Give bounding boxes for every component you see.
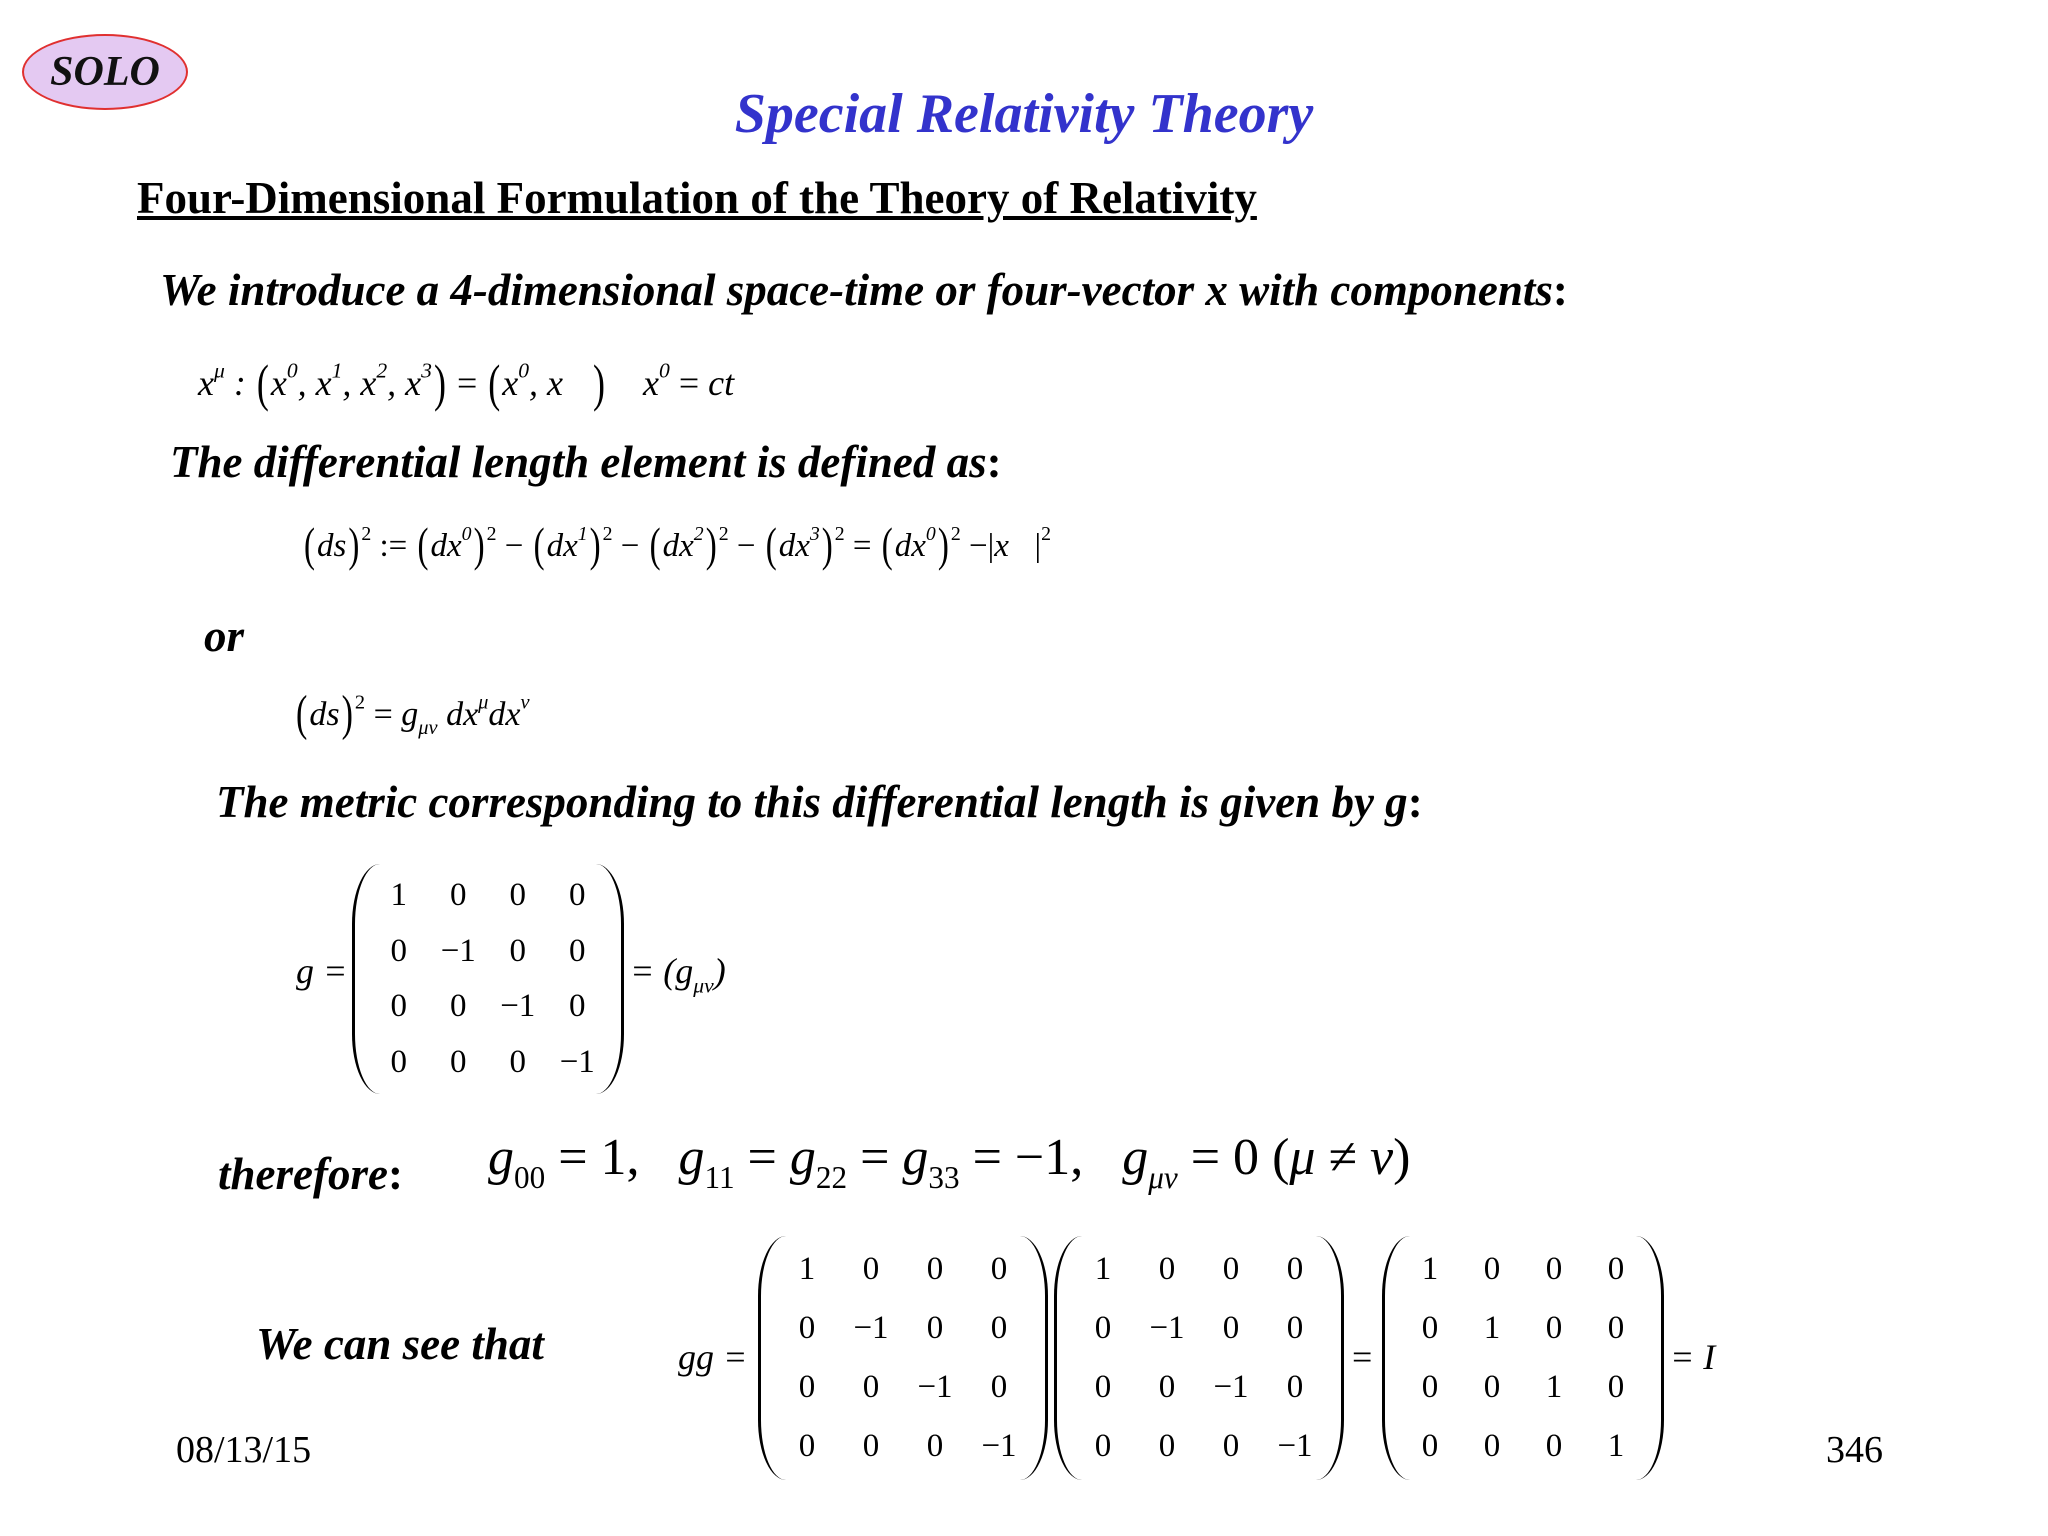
matrix-cell: 1 [1421,1251,1439,1287]
matrix-cell: 0 [862,1251,880,1287]
matrix-cell: 0 [1483,1428,1501,1464]
identity-rhs: = I [1670,1337,1716,1377]
matrix-cell: 0 [1545,1310,1563,1346]
matrix-cell: 1 [390,877,407,914]
metric-matrix [352,864,624,1094]
matrix-cell: 0 [1286,1251,1304,1287]
matrix-cell: 0 [569,988,586,1025]
four-vector-equation: $x^\mu$ : ($x^0$, $x^1$, $x^2$, $x^3) = (x^0$, x⃗) $x^0$ = ct [198,354,735,412]
matrix-cell: 0 [1094,1369,1112,1405]
matrix-cell: 0 [390,988,407,1025]
therefore-label: therefore: [218,1149,403,1199]
see-that-label: We can see that [256,1319,544,1369]
matrix-cell: −1 [853,1310,889,1346]
matrix-cell: 1 [798,1251,816,1287]
metric-matrix-left-factor [758,1236,1048,1480]
metric-length-equation: $(ds)^2 = g_{\mu\nu}$ $dx^\mu dx^\nu$ [296,687,530,742]
matrix-cell: 0 [926,1428,944,1464]
matrix-cell: 1 [1483,1310,1501,1346]
matrix-cell: 0 [1545,1428,1563,1464]
matrix-cell: 0 [798,1428,816,1464]
matrix-cell: 0 [1286,1310,1304,1346]
gg-lhs: gg = [678,1337,748,1377]
solo-logo: SOLO [22,34,188,110]
matrix-cell: 0 [1158,1251,1176,1287]
matrix-cell: 0 [990,1310,1008,1346]
matrix-cell: 0 [1607,1310,1625,1346]
matrix-cell: 0 [569,932,586,969]
matrix-cell: 0 [1222,1310,1240,1346]
matrix-cell: 1 [1545,1369,1563,1405]
section-heading: Four-Dimensional Formulation of the Theory of Relativity [137,173,1257,223]
matrix-cell: 0 [862,1369,880,1405]
matrix-cell: −1 [559,1043,595,1080]
metric-paragraph: The metric corresponding to this differential length is given by g: [216,777,1423,827]
matrix-cell: 0 [1094,1428,1112,1464]
differential-length-equation: (ds) $^2$ := $(dx^0) ^2 - (dx^1) ^2 - (dx^2) ^2 - (dx^3) ^2 = (dx^0)$ $^2 -|x⃗|^2$ [304,519,1052,572]
metric-matrix-right-factor [1054,1236,1344,1480]
length-element-paragraph: The differential length element is defined as: [170,437,1002,487]
matrix-cell: −1 [981,1428,1017,1464]
matrix-cell: 0 [450,988,467,1025]
matrix-cell: 0 [862,1428,880,1464]
matrix-cell: 0 [450,877,467,914]
matrix-cell: 0 [1286,1369,1304,1405]
matrix-cell: −1 [1277,1428,1313,1464]
matrix-cell: 0 [1421,1369,1439,1405]
matrix-cell: 0 [1545,1251,1563,1287]
matrix-cell: 0 [1607,1251,1625,1287]
metric-lhs: g = [296,951,348,991]
matrix-cell: 0 [1222,1251,1240,1287]
matrix-cell: 0 [509,877,526,914]
matrix-cell: −1 [1149,1310,1185,1346]
matrix-cell: −1 [500,988,536,1025]
footer-date: 08/13/15 [176,1429,312,1471]
or-label: or [204,611,245,661]
gg-equals: = [1352,1337,1373,1377]
matrix-cell: 0 [1421,1310,1439,1346]
matrix-cell: 0 [1094,1310,1112,1346]
matrix-cell: 0 [990,1369,1008,1405]
metric-components-equation: $g_{00} = 1$, $g_{11} = g_{22} = g_{33} = -1$, $g_{\mu\nu} = 0$ (μ ≠ ν) [488,1129,1411,1196]
identity-matrix [1382,1236,1664,1480]
matrix-cell: 0 [990,1251,1008,1287]
matrix-cell: 0 [1158,1428,1176,1464]
intro-paragraph: We introduce a 4-dimensional space-time or four-vector x with components: [160,265,1568,315]
matrix-cell: 0 [509,932,526,969]
matrix-cell: 0 [926,1310,944,1346]
matrix-cell: 0 [390,932,407,969]
matrix-cell: 0 [926,1251,944,1287]
metric-rhs: = $(g_{\mu\nu})$ [630,951,726,998]
matrix-cell: −1 [440,932,476,969]
matrix-cell: 0 [1483,1251,1501,1287]
matrix-cell: 0 [1222,1428,1240,1464]
matrix-cell: 0 [1483,1369,1501,1405]
matrix-cell: −1 [1213,1369,1249,1405]
matrix-cell: 0 [1158,1369,1176,1405]
matrix-cell: 0 [390,1043,407,1080]
matrix-cell: 0 [798,1310,816,1346]
matrix-cell: 0 [450,1043,467,1080]
matrix-cell: −1 [917,1369,953,1405]
page-number: 346 [1826,1429,1883,1471]
matrix-cell: 1 [1607,1428,1625,1464]
matrix-cell: 0 [798,1369,816,1405]
page-title: Special Relativity Theory [734,83,1314,145]
matrix-cell: 1 [1094,1251,1112,1287]
matrix-cell: 0 [1607,1369,1625,1405]
matrix-cell: 0 [509,1043,526,1080]
matrix-cell: 0 [569,877,586,914]
matrix-cell: 0 [1421,1428,1439,1464]
